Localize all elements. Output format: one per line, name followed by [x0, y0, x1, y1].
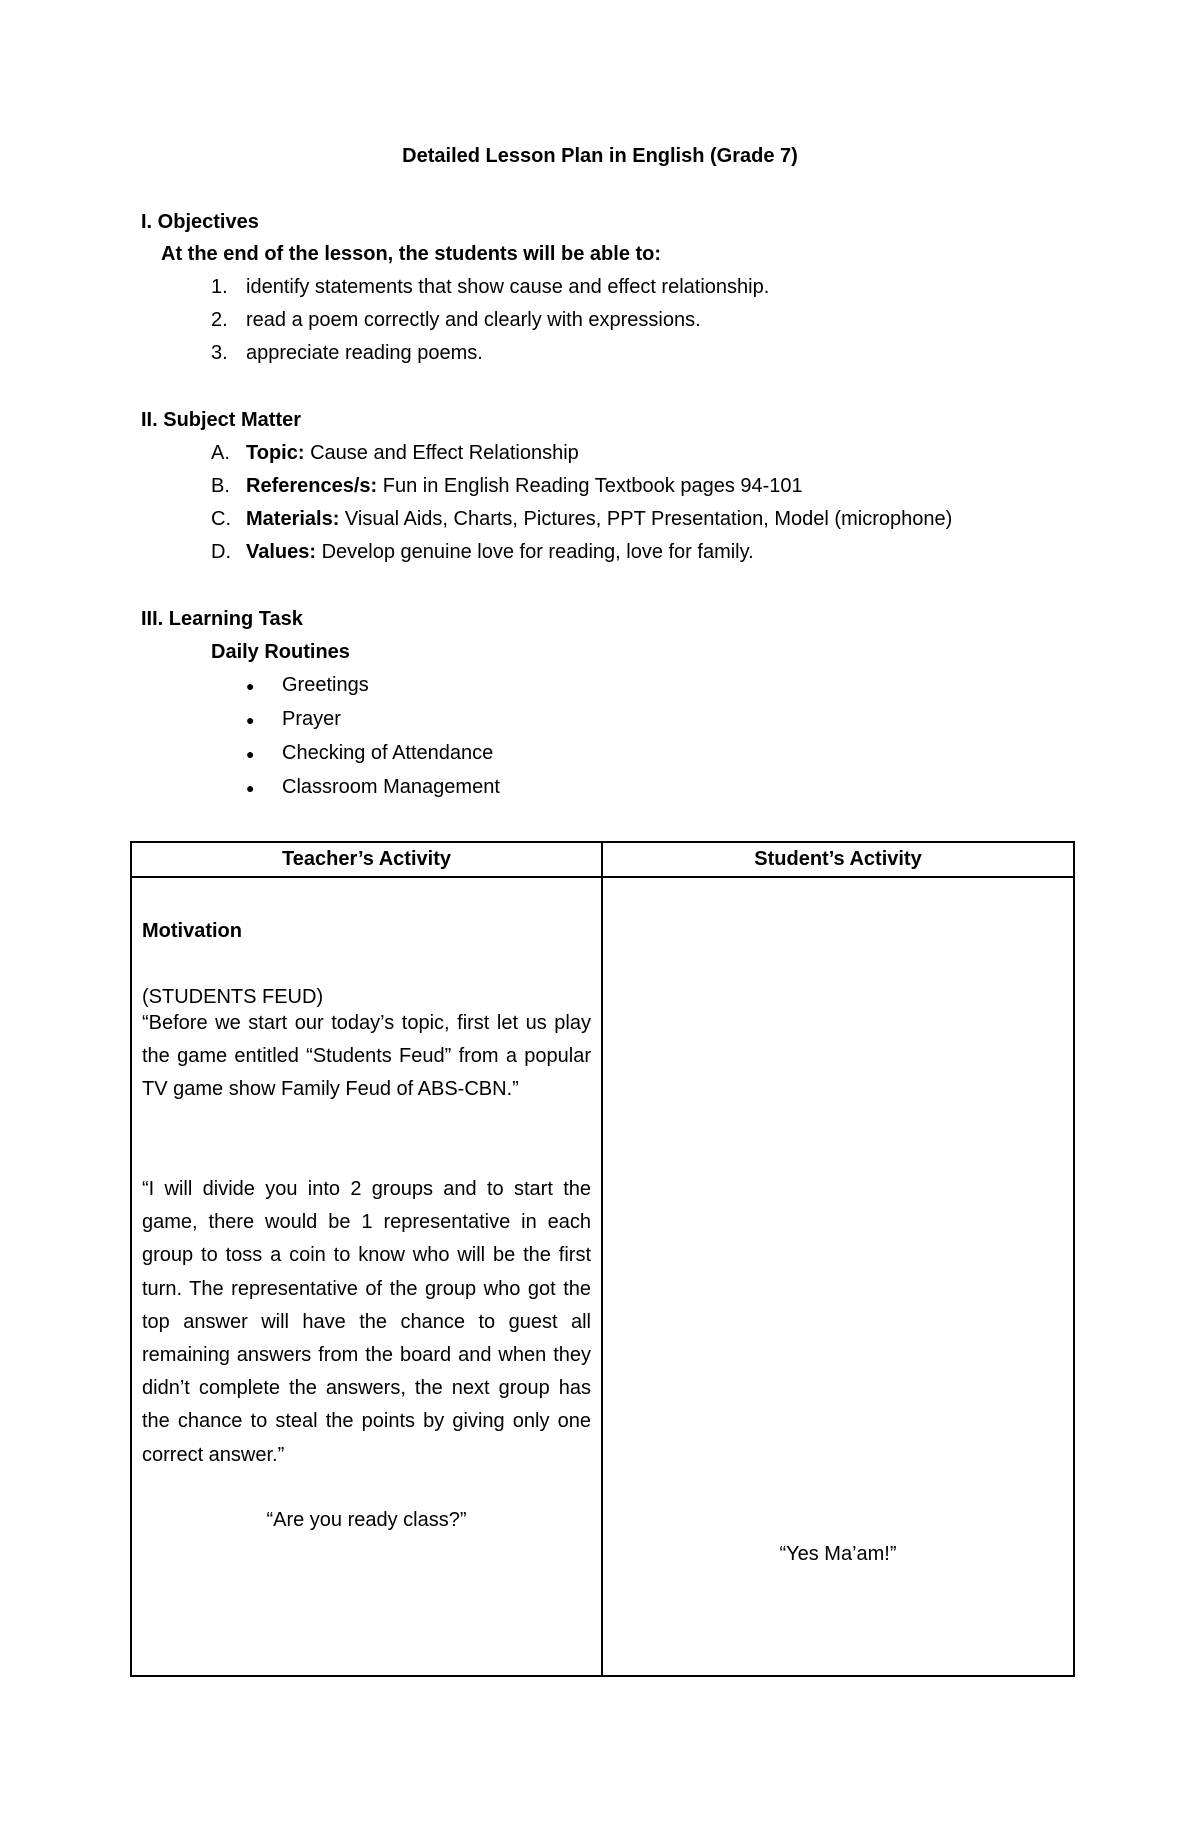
routine-item: Greetings — [282, 674, 369, 696]
subject-item-text: Visual Aids, Charts, Pictures, PPT Presentation, Model (microphone) — [339, 508, 953, 530]
activity-table — [130, 841, 1075, 1677]
objective-number: 2. — [211, 309, 228, 331]
game-instructions-paragraph: “I will divide you into 2 groups and to start the game, there would be 1 representative in each group to toss a coin to know who will be the first turn. The representative of the group who got the top answer will have the chance to guest all remaining answers from the board and when they didn’t complete the answers, the next group has the chance to steal the points by giving only one correct answer.” — [142, 1178, 591, 1466]
bullet-icon: ● — [246, 746, 255, 762]
subject-item-letter: D. — [211, 541, 231, 563]
subject-item — [246, 440, 579, 466]
subject-matter-heading: II. Subject Matter — [141, 409, 302, 431]
student-activity-header: Student’s Activity — [602, 842, 1074, 877]
motivation-heading: Motivation — [142, 920, 242, 942]
subject-item-text: Fun in English Reading Textbook pages 94-101 — [377, 475, 803, 497]
bullet-icon: ● — [246, 780, 255, 796]
student-activity-cell — [602, 877, 1074, 1676]
teacher-activity-header: Teacher’s Activity — [131, 842, 602, 877]
objective-number: 3. — [211, 342, 228, 364]
subject-item-letter: A. — [211, 442, 230, 464]
teacher-activity-cell — [131, 877, 602, 1676]
student-answer: “Yes Ma’am!” — [779, 1543, 897, 1565]
routine-item: Classroom Management — [282, 776, 500, 798]
routine-item: Checking of Attendance — [282, 742, 494, 764]
subject-item-text: Develop genuine love for reading, love for family. — [316, 541, 754, 563]
teacher-question: “Are you ready class?” — [266, 1509, 467, 1531]
subject-item-label: Values: — [246, 541, 317, 563]
document-title: Detailed Lesson Plan in English (Grade 7) — [402, 145, 798, 167]
learning-task-heading: III. Learning Task — [141, 608, 303, 630]
bullet-icon: ● — [246, 712, 255, 728]
subject-item-label: Materials: — [246, 508, 340, 530]
subject-item — [246, 539, 754, 565]
objectives-intro: At the end of the lesson, the students will be able to: — [161, 243, 662, 265]
objective-text: identify statements that show cause and effect relationship. — [246, 276, 770, 298]
game-intro-paragraph: “Before we start our today’s topic, first let us play the game entitled “Students Feud” from a popular TV game show Family Feud of ABS-CBN.” — [142, 1012, 591, 1101]
routine-item: Prayer — [282, 708, 341, 730]
daily-routines-heading: Daily Routines — [211, 641, 350, 663]
game-title: (STUDENTS FEUD) — [142, 986, 324, 1008]
subject-item — [246, 473, 803, 499]
subject-item-letter: B. — [211, 475, 230, 497]
objective-text: appreciate reading poems. — [246, 342, 483, 364]
subject-item-text: Cause and Effect Relationship — [304, 442, 579, 464]
subject-item-letter: C. — [211, 508, 231, 530]
subject-item-label: References/s: — [246, 475, 378, 497]
objectives-heading: I. Objectives — [141, 211, 259, 233]
bullet-icon: ● — [246, 678, 255, 694]
subject-item — [246, 506, 952, 532]
objective-number: 1. — [211, 276, 228, 298]
objective-text: read a poem correctly and clearly with expressions. — [246, 309, 701, 331]
subject-item-label: Topic: — [246, 442, 305, 464]
